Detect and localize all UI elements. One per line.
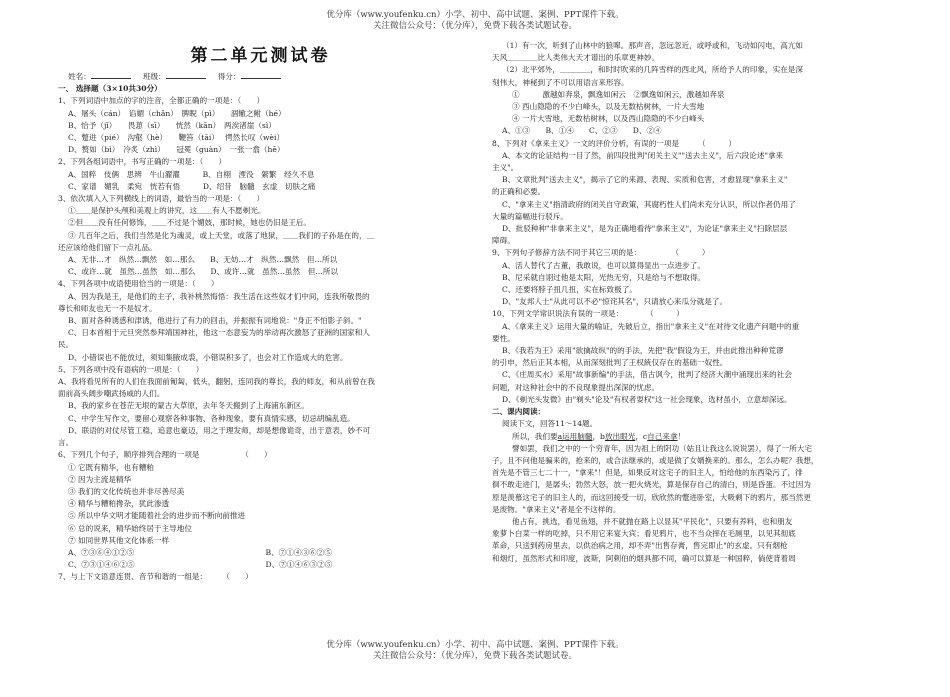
option: A、《拿来主义》运用大量的喻证，先破后立，指出"拿来主义"在对待文化遗产问题中的重 (502, 321, 800, 331)
option: D、赘如（bì） 冷炙（zhì） 冠冕（guàn） 一张一翕（hē） (68, 145, 285, 155)
reading-intro: 阅读下文，回答11～14题。 (502, 419, 598, 429)
option: A、活人替代了古董，我敢说，也可以算得显出一点进步了。 (502, 260, 705, 270)
underlined-phrase: 放出眼光 (604, 431, 636, 441)
sentence-cont: 天风＿＿＿＿比人类伟大天才谱出的乐章更神妙。 (492, 53, 660, 63)
option: D、小错误也不能放过，须知集腋成裘，小错误积多了，也会对工作造成大的危害。 (68, 352, 348, 362)
section-heading: 一、 选择题（3×10共30分） (58, 84, 162, 94)
score-label: 得分： (217, 72, 241, 81)
sentence: （2）北平郊外，＿＿＿＿，和时时吹来的几阵雪样的西北风，所给予人的印象，实在是深 (502, 65, 803, 75)
option-row (58, 559, 463, 571)
option: B、恰予（jǐ） 畏葸（sī） 恍然（kān） 两涘渚崖（sì） (68, 120, 276, 130)
reading-line: 首先是不管三七二十一，"拿来"！但是，如果反对这宅子的旧主人，怕给他的东西染污了，徘 (492, 468, 803, 478)
page-title: 第二单元测试卷 (190, 46, 331, 66)
option: ③ 西山隐隐的不少白峰头，以及无数枯树林，一片大雪地 (512, 102, 705, 112)
question: 4、下列各项中成语使用恰当的一项是：（ ） (58, 279, 219, 289)
class-label: 班级： (142, 72, 166, 81)
sentence: ① 它既有精华，也有糟粕 (68, 462, 154, 472)
option: A、屠头（cán） 谄媚（chǎn） 脾睨（pì） 涸辙之鲋（hé） (68, 108, 286, 118)
sentence: ③ 我们的文化传统也并非尽善尽美 (68, 486, 185, 496)
sentence: ② 因为主流是精华 (68, 474, 132, 484)
option-cont: 民。 (58, 340, 74, 350)
sentence-cont: 刻伟大，神秘到了不可以用语言来形容。 (492, 77, 629, 87)
reading-line: 徊不敢走进门，是孱头；勃然大怒，放一把火烧光，算是保存自己的清白，则是昏蛋。不过因为 (492, 480, 811, 490)
option-cont: 的正确和必要。 (492, 187, 546, 197)
option: C、中学生写作文，要留心观察各种事物、各种现象，要有真情实感，切忌胡编乱造。 (68, 413, 355, 423)
reading-line: 是废物。"拿来主义"者是全不这样的。 (492, 504, 621, 514)
class-blank[interactable] (166, 70, 206, 79)
underlined-phrase: a运用脑髓 (557, 431, 593, 441)
question: 5、下列各项中没有语病的一项是：（ ） (58, 364, 204, 374)
question: 7、与上下文语意连贯、音节和谐的一组是： （ ） (58, 572, 253, 582)
option: B、文章批判"送去主义"，揭示了它的来源、表现、实质和危害，才愈显现"拿来主义" (502, 175, 788, 185)
reading-paragraph: 譬如罢，我们之中的一个穷青年，因为祖上的阴功（姑且让我这么说说罢），得了一所大宅 (512, 443, 812, 453)
footer-line-2: 关注微信公众号：（优分库），免费下载各类试题试卷。 (372, 651, 577, 661)
reading-line: 象萝卜白菜一样的吃掉，只不用它来宴大宾；看见鸦片，也不当众摔在毛厕里，以见其彻底 (492, 529, 796, 539)
section-heading: 二、课内阅读： (492, 407, 546, 417)
option: B、面对各种诱惑和津诱，他进行了有力的回击，并振振有词地说："身正不怕影子斜。" (68, 316, 362, 326)
sentence: ②但＿＿没有任何修饰，＿＿不过是个媚妓，那时候，她也仍旧是王后。 (68, 218, 311, 228)
reading-line: 子，且不问他是骗来的，抢来的，或合法继承的，或是做了女婿换来的。那么，怎么办呢？我想， (492, 455, 819, 465)
option: A、因为我是王，是他们的主子，我补桃然悔悟：我生活在这些奴才们中间，连我所敬畏的 (68, 291, 370, 301)
option: ① 激越如奔泉，飘逸如闲云 ②飘逸如闲云，激越如奔泉 (512, 89, 725, 99)
reading-line: 和烟灯，虽然形式和印度，波斯，阿剌伯的烟具都不同，确可以算是一种国粹，倘使背着周 (492, 553, 796, 563)
option: A、我将看见所有的人们在我面前匍匐，低头，翻躬，连同我的尊长，我的师友，和从前曾在我 (58, 377, 375, 387)
option-cont: 问题，对这种社会中的不良现象提出深深的忧虑。 (492, 382, 660, 392)
option: A、国粹 伎俩 思辨 牛山濯濯 B、自栩 湮没 綮繁 经久不息 (68, 169, 315, 179)
option: B、我的家乡在苍茫无垠的蒙古大草原，去年冬天搬到了上海浦东新区。 (68, 401, 309, 411)
question: 3、依次填入入下列横线上的词语，最恰当的一项是：（ ） (58, 194, 265, 204)
option: A、⑦③⑥④①②⑤ (68, 547, 135, 557)
question: 2、下列各组词语中，书写正确的一项是：（ ） (58, 157, 227, 167)
page-footer (0, 640, 950, 662)
option: D、《剃光头发微》由"剃头"论及"有权者耍权"这一社会现象，选材虽小，立意却深远。 (502, 394, 792, 404)
option: B、《我若为王》采用"欲擒故纵"的的手法，先把"我"假设为王，并由此推出种种荒谬 (502, 346, 784, 356)
sentence-cont: 还应该给他们留下一点礼品。 (58, 242, 157, 252)
option-cont: 言。 (58, 438, 74, 448)
option-cont: 大量的篇幅进行驳斥。 (492, 211, 568, 221)
name-label: 姓名： (68, 72, 91, 81)
question: 10、下列文学常识说法有误的一项是： （ ） (492, 309, 684, 319)
underlined-phrase: 自己来拿 (647, 431, 678, 441)
option: C、⑦③①④⑥②⑤ (68, 560, 135, 570)
question: 1、下列词语中加点的字的注音，全都正确的一项是：（ ） (58, 96, 265, 106)
name-blank[interactable] (91, 70, 131, 79)
option-row (58, 547, 463, 559)
option: C、还要将脖子扭几扭，实在标致极了。 (502, 285, 637, 295)
sentence: ⑦ 如同世界其他文化体系一样 (68, 535, 170, 545)
option-row: A、①③ B、①④ C、②③ D、②④ (502, 126, 662, 136)
option-cont: 的引申，然后正其本相，从而深刻批判了王权統仅存在的基础一奴性。 (492, 358, 728, 368)
option: B、⑦①④③⑥②⑤ (265, 547, 332, 557)
question: 9、下列句子修辞方法不同于其它三项的是： （ ） (492, 248, 710, 258)
option-cont: 面前高头阔步嘲武扬威的人们。 (58, 389, 165, 399)
option: ④ 一片大雪地，无数枯树林，以及西山隐隐的不少白峰头 (512, 114, 705, 124)
reading-paragraph: 所以，我们要a运用脑髓，b放出眼光，c自己来拿！ (512, 431, 686, 441)
reading-paragraph: 他占有，挑选，看见鱼翅，并不就抛在路上以显其"平民化"，只要有养料，也和朋友 (512, 516, 793, 526)
sentence: ③ 几百年之后，我们当然是化为魂灵，或上天堂，或落了地狱，＿＿我们的子孙是在的，＿ (68, 230, 375, 240)
score-blank[interactable] (241, 70, 281, 79)
sentence: （1）有一次，听到了山林中的狼嗥。那声音，忽远忽近，或呼或和，飞动如闪电，高亢如 (502, 41, 803, 50)
option-cont: 要性。 (492, 333, 515, 343)
sentence: ⑤ 所以中华文明才能随着社会的进步而不断向前推进 (68, 511, 246, 521)
question: 8、下列对《拿来主义》一文的评价分析，有误的一项是 （ ） (492, 138, 737, 148)
option: A、无非…才 纵然…飘然 如…那么 B、无妨…才 纵然…飘然 但…所以 (68, 255, 338, 265)
student-info (58, 70, 463, 83)
option: D、"友邦人士"从此可以不必"惊诧其名"，只请放心来瓜分就是了。 (502, 297, 728, 307)
footer-line-1: 优分库（www.youfenku.cn）小学、初中、高中试题、案例、PPT课件下载。 (326, 640, 624, 650)
header-line-2: 关注微信公众号：（优分库），免费下载各类试题试卷。 (372, 21, 577, 31)
option-cont: 尊长和师友也无一不是奴才。 (58, 303, 157, 313)
option: D、联语的对仗尽管工稳，追意也豪迈，用之于理发师，却是想像诡奇，出于意表，妙不可 (68, 425, 371, 435)
sentence: ④ 精华与糟粕搀杂，犹此渗透 (68, 499, 170, 509)
sentence: ⑥ 总的说来，精华始终居于主导地位 (68, 523, 192, 533)
question: 6、下列几个句子，顺序排列合理的一项是 （ ） (58, 450, 272, 460)
option: D、⑦①④⑥③②⑤ (265, 560, 333, 570)
option: C、《庄周买水》采用"故事新编"的手法，借古讽今，批判了经济大潮中涌现出来的社会 (502, 370, 792, 380)
reading-line: 革命，只送到药房里去，以供治病之用，却不弄"出售存膏，售完即止"的玄虚。只有烟枪 (492, 541, 788, 551)
option: C、日本首相于元旦突然参拜靖国神社，他这一态意妄为的举动再次激怒了亚洲的国家和人 (68, 328, 370, 338)
right-column (492, 40, 900, 565)
option: B、尼采就自诩过他是太阳，光热无穷，只是给与不想取得。 (502, 272, 706, 282)
option-cont: 主义"。 (492, 163, 519, 173)
sentence: ①＿＿是保护头颅和美观上的讲究，这＿＿有人不愿剃光。 (68, 206, 266, 216)
left-column (58, 40, 463, 584)
option: C、或许…就 虽然…虽然 如…那么 D、或许…就 虽然…虽然 但…所以 (68, 267, 339, 277)
option: C、家谱 媚乳 柔宛 恍若有悟 D、绍昔 脑髓 玄虚 切肤之痛 (68, 181, 316, 191)
option: C、"拿来主义"指清政府的闭关自守政策，其腐朽性人们尚未充分认识，所以作者仍用了 (502, 199, 796, 209)
reading-line: 原是羡慕这宅子的旧主人的，而这回接受一切，欣欣然的蹩进卧室，大吸剩下的鸦片，那当然更 (492, 492, 811, 502)
header-line-1: 优分库（www.youfenku.cn）小学、初中、高中试题、案例、PPT课件下载。 (326, 10, 624, 20)
option: D、批驳种种"非拿来主义"，是为正确地看待"拿来主义"，为论证"拿来主义"扫除层层 (502, 224, 788, 234)
option: C、蹩进（pié） 沟壑（hè） 鞭笞（tāi） 愕然长叹（wèi） (68, 133, 285, 143)
page-header (0, 10, 950, 32)
option-cont: 障碍。 (492, 236, 515, 246)
option: A、本文的论证结构一目了然，前四段批判"闭关主义""送去主义"，后六段论述"拿来 (502, 150, 784, 160)
